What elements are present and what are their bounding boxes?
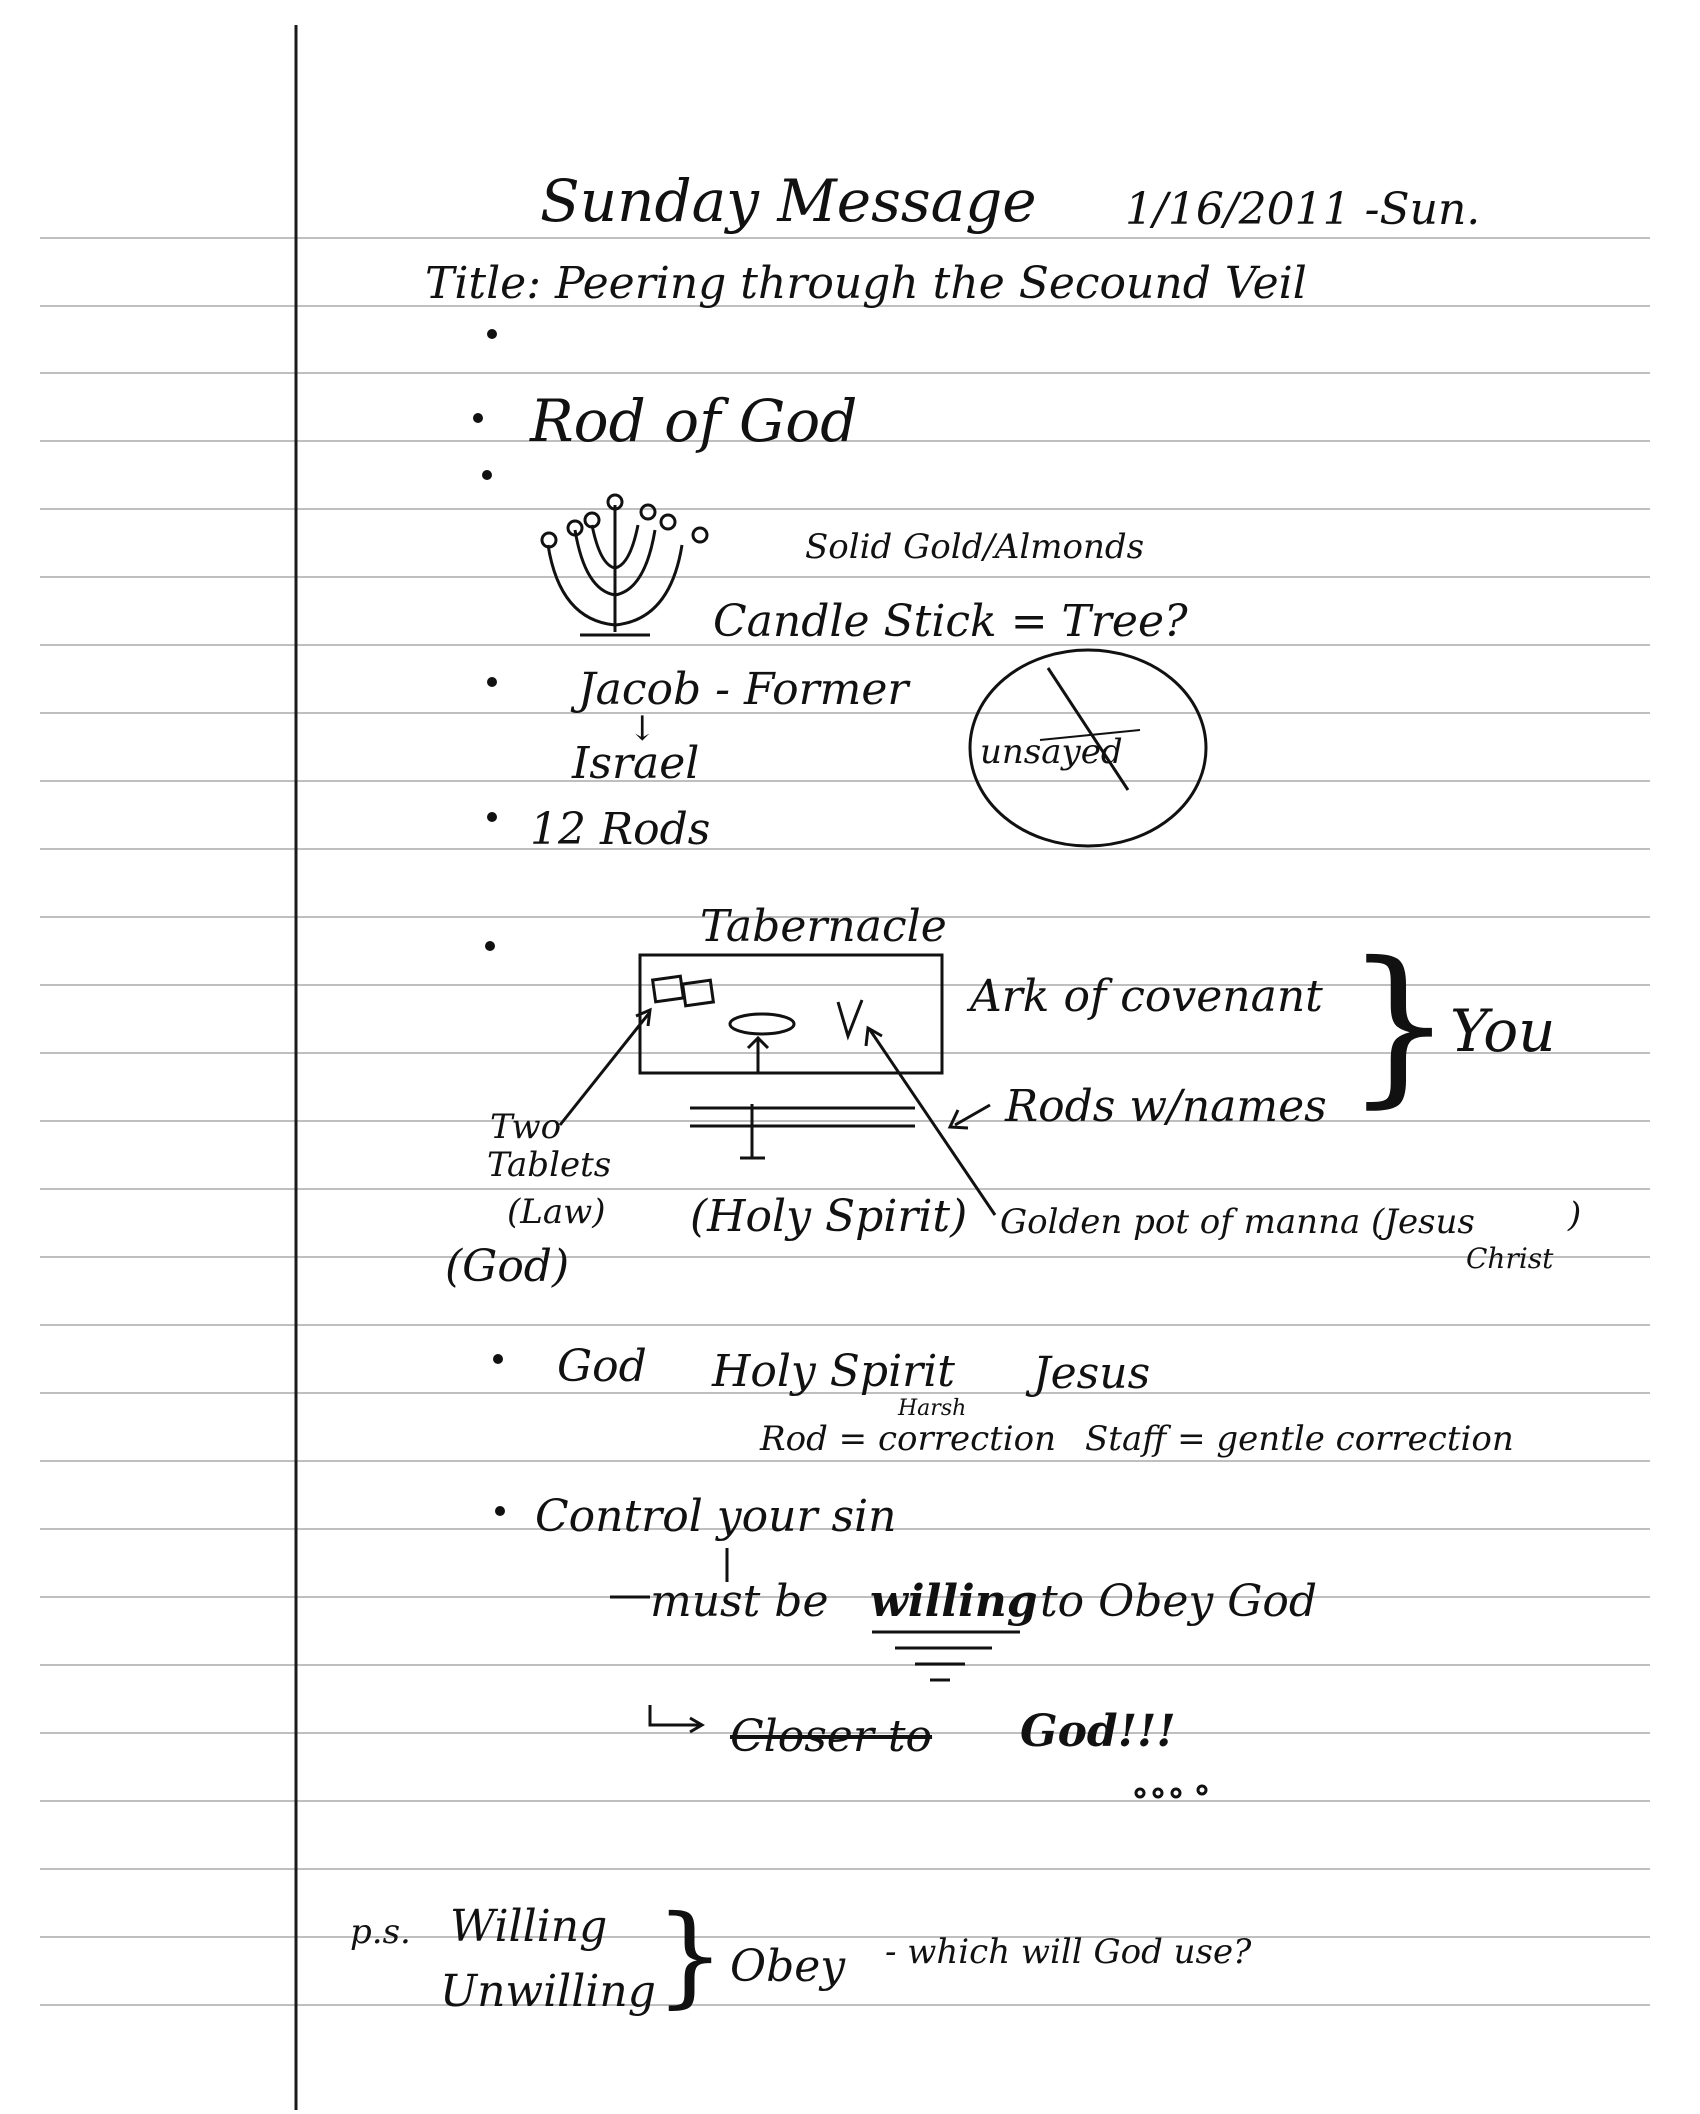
down-arrow-icon: ↓ <box>628 709 657 749</box>
tablets-label: Tablets <box>487 1145 612 1185</box>
twelve-rods-note: 12 Rods <box>530 804 711 855</box>
ps-unwilling: Unwilling <box>440 1966 656 2017</box>
candlestick-note: Candle Stick = Tree? <box>713 596 1188 647</box>
control-sin-note: Control your sin <box>535 1491 897 1542</box>
sermon-title: Peering through the Secound Veil <box>555 258 1307 309</box>
closer-note: Closer to <box>730 1711 933 1762</box>
must-be-note: must be <box>650 1576 829 1627</box>
rod-correction-note: Rod = correction <box>760 1419 1057 1459</box>
paren-close: ) <box>1568 1195 1582 1235</box>
god-paren-label: (God) <box>445 1241 570 1292</box>
ark-label: Ark of covenant <box>970 971 1323 1022</box>
ps-question: - which will God use? <box>885 1932 1252 1972</box>
brace-icon: } <box>655 1891 725 2019</box>
tabernacle-label: Tabernacle <box>700 901 947 952</box>
obey-god-note: to Obey God <box>1040 1576 1318 1627</box>
unsaved-note: unsayed <box>980 732 1123 772</box>
ps-obey: Obey <box>730 1941 846 1992</box>
holy-spirit-label: (Holy Spirit) <box>690 1191 968 1242</box>
rods-names-label: Rods w/names <box>1005 1081 1327 1132</box>
title-label: Title: <box>425 258 542 309</box>
israel-note: Israel <box>572 738 700 789</box>
page-title: Sunday Message <box>540 167 1037 235</box>
rod-of-god-note: Rod of God <box>530 387 858 455</box>
staff-correction-note: Staff = gentle correction <box>1085 1419 1514 1459</box>
harsh-note: Harsh <box>898 1396 967 1421</box>
christ-label: Christ <box>1466 1242 1554 1275</box>
you-label: You <box>1450 997 1556 1065</box>
manna-label: Golden pot of manna (Jesus <box>1000 1202 1475 1242</box>
candle-material-note: Solid Gold/Almonds <box>805 527 1145 567</box>
note-date: 1/16/2011 -Sun. <box>1125 184 1481 235</box>
willing-note: willing <box>870 1576 1038 1627</box>
closer-god-note: God!!! <box>1020 1706 1176 1757</box>
trinity-god: God <box>557 1341 647 1392</box>
law-label: (Law) <box>507 1192 606 1232</box>
ps-label: p.s. <box>350 1912 411 1952</box>
two-label: Two <box>490 1107 562 1147</box>
brace-icon: } <box>1345 926 1454 1124</box>
trinity-jesus: Jesus <box>1033 1348 1151 1399</box>
trinity-holy-spirit: Holy Spirit <box>712 1346 955 1397</box>
jacob-note: Jacob - Former <box>578 664 909 715</box>
ps-willing: Willing <box>450 1901 608 1952</box>
